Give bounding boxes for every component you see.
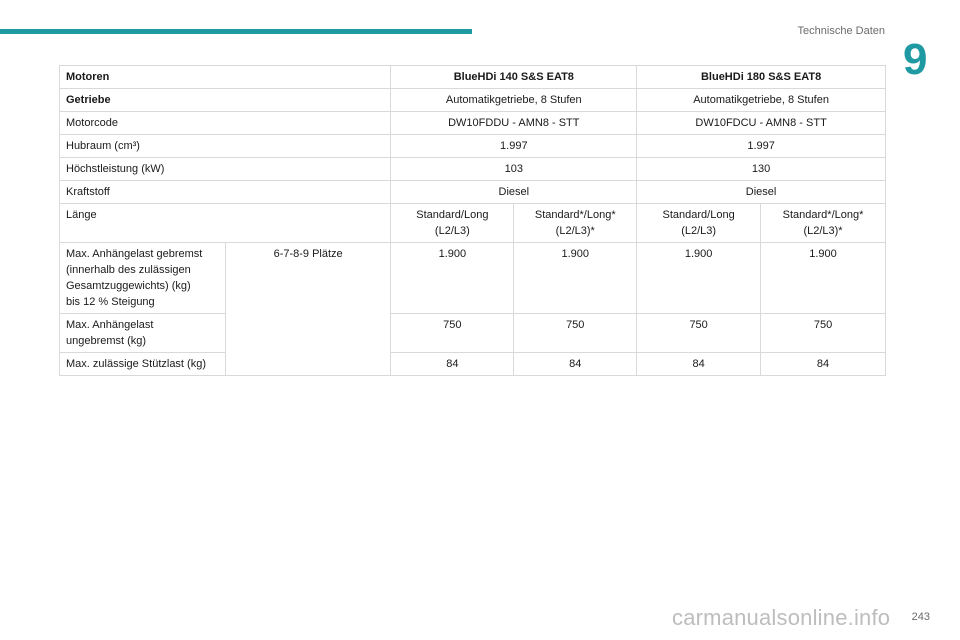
table-row-hubraum: [60, 135, 886, 158]
table-cell: Diesel: [637, 181, 886, 204]
table-cell: Automatikgetriebe, 8 Stufen: [391, 89, 637, 112]
row-label: Hubraum (cm³): [60, 135, 391, 158]
table-cell: Automatikgetriebe, 8 Stufen: [637, 89, 886, 112]
header-accent-bar: [0, 29, 472, 34]
cell-line: Standard*/Long*: [782, 209, 864, 221]
row-label: Höchstleistung (kW): [60, 158, 391, 181]
table-cell: 1.997: [391, 135, 637, 158]
table-row-getriebe: [60, 89, 886, 112]
table-cell: 1.900: [761, 243, 886, 314]
table-cell: [514, 204, 637, 243]
section-title: Technische Daten: [797, 25, 885, 37]
engine-2-header: BlueHDi 180 S&S EAT8: [637, 66, 886, 89]
chapter-number: 9: [903, 35, 928, 84]
table-cell: Diesel: [391, 181, 637, 204]
cell-line: (L2/L3)*: [803, 225, 843, 237]
cell-line: Standard/Long: [416, 209, 489, 221]
page-number: 243: [911, 611, 930, 623]
table-row-anhaenger-ungebremst: [60, 314, 886, 353]
row-label: [60, 243, 226, 314]
table-cell: 84: [391, 353, 514, 376]
table-cell: 750: [637, 314, 761, 353]
table-cell: 1.900: [391, 243, 514, 314]
watermark-text: carmanualsonline.info: [672, 605, 891, 630]
table-cell: 84: [637, 353, 761, 376]
table-cell: [637, 204, 761, 243]
table-cell: 84: [761, 353, 886, 376]
table-cell: 1.900: [514, 243, 637, 314]
engine-1-header: BlueHDi 140 S&S EAT8: [391, 66, 637, 89]
table-cell: 84: [514, 353, 637, 376]
table-row-motorcode: [60, 112, 886, 135]
row-label: [60, 314, 226, 353]
row-label: Länge: [60, 204, 391, 243]
table-cell: 750: [514, 314, 637, 353]
row-label: Getriebe: [60, 89, 391, 112]
cell-line: (L2/L3): [434, 225, 470, 237]
seats-cell: 6-7-8-9 Plätze: [225, 243, 391, 376]
table-cell: 750: [761, 314, 886, 353]
table-row-anhaenger-gebremst: [60, 243, 886, 314]
table-cell: [391, 204, 514, 243]
table-row-laenge: [60, 204, 886, 243]
row-label: Max. zulässige Stützlast (kg): [60, 353, 226, 376]
table-row-leistung: [60, 158, 886, 181]
technical-data-table: [59, 65, 886, 376]
table-cell: DW10FDDU - AMN8 - STT: [391, 112, 637, 135]
row-label: Motorcode: [60, 112, 391, 135]
label-line: bis 12 % Steigung: [66, 296, 155, 308]
table-cell: [761, 204, 886, 243]
table-row-kraftstoff: [60, 181, 886, 204]
row-label: Motoren: [60, 66, 391, 89]
label-line: Max. Anhängelast gebremst: [66, 248, 203, 260]
label-line: Max. Anhängelast: [66, 319, 154, 331]
table-row-stuetzlast: [60, 353, 886, 376]
table-cell: 1.997: [637, 135, 886, 158]
cell-line: Standard*/Long*: [534, 209, 616, 221]
table-cell: 103: [391, 158, 637, 181]
row-label: Kraftstoff: [60, 181, 391, 204]
label-line: (innerhalb des zulässigen: [66, 264, 191, 276]
label-line: Gesamtzuggewichts) (kg): [66, 280, 191, 292]
cell-line: (L2/L3): [681, 225, 717, 237]
table-cell: 130: [637, 158, 886, 181]
cell-line: Standard/Long: [662, 209, 735, 221]
table-cell: DW10FDCU - AMN8 - STT: [637, 112, 886, 135]
table-cell: 1.900: [637, 243, 761, 314]
label-line: ungebremst (kg): [66, 335, 147, 347]
table-row-motoren: [60, 66, 886, 89]
cell-line: (L2/L3)*: [555, 225, 595, 237]
table-cell: 750: [391, 314, 514, 353]
